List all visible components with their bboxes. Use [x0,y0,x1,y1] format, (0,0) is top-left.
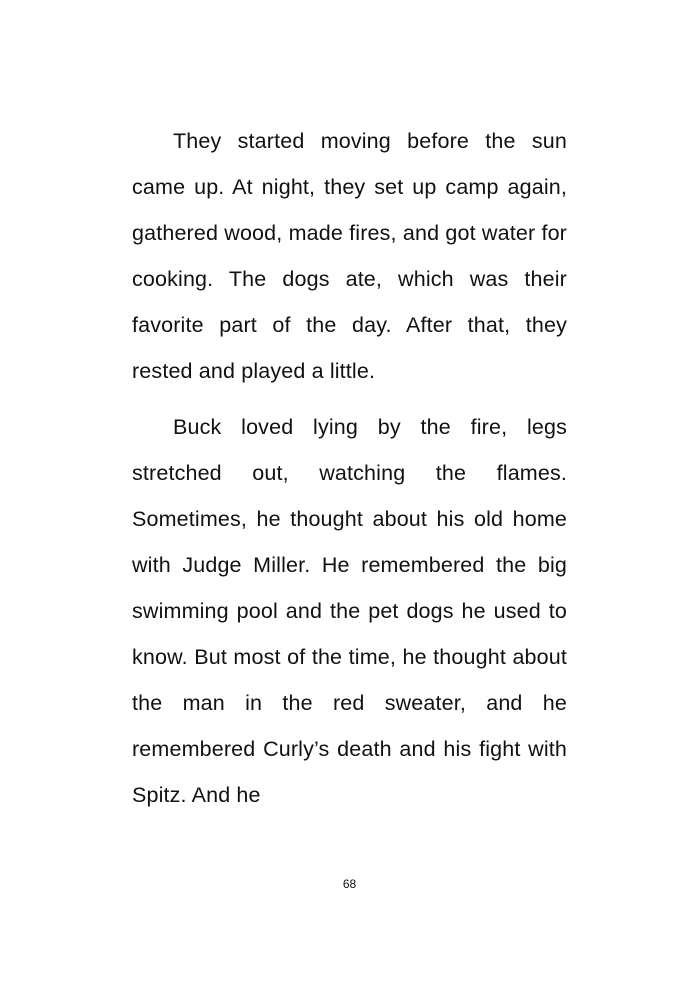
body-text [132,118,567,828]
paragraph-1: They started moving before the sun came up. At night, they set up camp again, gathered wood, made fires, and got water for cooking. The dogs ate, which was their favorite part of the day. After that, they rested and played a little. [132,129,567,383]
page-number: 68 [342,877,357,891]
paragraph-2: Buck loved lying by the fire, legs stretched out, watching the flames. Sometimes, he thought about his old home with Judge Miller. He remembered the big swimming pool and the pet dogs he used to know. But most of the time, he thought about the man in the red sweater, and he remembered Curly’s death and his fight with Spitz. And he [132,415,567,807]
